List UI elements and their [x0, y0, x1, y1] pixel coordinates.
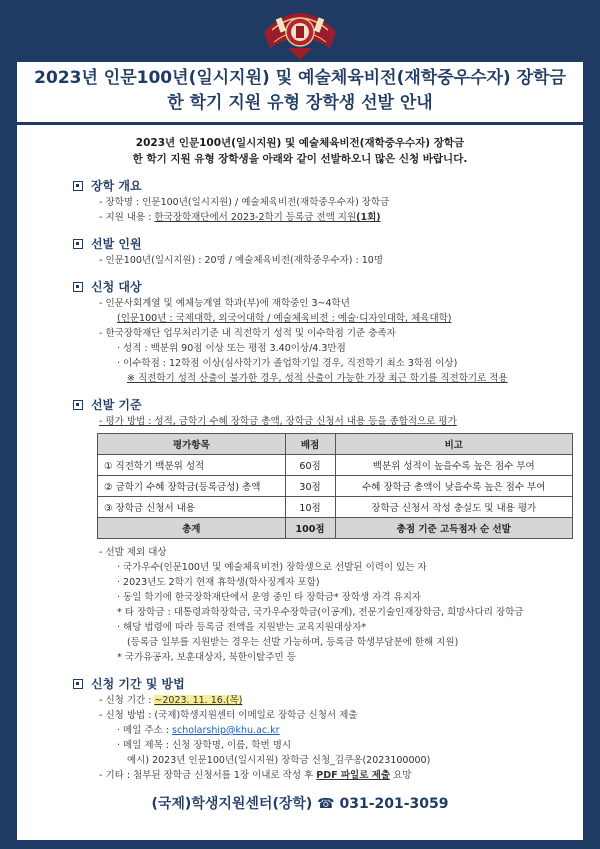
exclusion-item: · 2023년도 2학기 현재 휴학생(학사징계자 포함) [117, 577, 320, 588]
section-overview [73, 177, 583, 225]
quota-line: - 인문100년(일시지원) : 20명 / 예술체육비전(재학중우수자) : 10명 [99, 255, 384, 266]
email-address: · 메일 주소 : scholarship@khu.ac.kr [117, 725, 280, 736]
square-bullet-icon [73, 239, 83, 249]
table-total-row [98, 518, 573, 539]
other-notes: - 기타 : 첨부된 장학금 신청서를 1장 이내로 작성 후 PDF 파일로 제출 요망 [99, 770, 412, 781]
table-cell: ② 금학기 수혜 장학금(등록금성) 총액 [98, 476, 286, 497]
university-emblem-icon [258, 2, 342, 62]
section-title: 선발 인원 [91, 237, 142, 251]
table-row [98, 476, 573, 497]
table-cell: 총계 [98, 518, 286, 539]
section-title: 선발 기준 [91, 398, 142, 412]
intro-line-2: 한 학기 지원 유형 장학생을 아래와 같이 선발하오니 많은 신청 바랍니다. [132, 153, 468, 165]
table-cell: 백분위 성적이 높을수록 높은 점수 부여 [335, 455, 572, 476]
section-criteria [73, 396, 583, 665]
table-cell: 수혜 장학금 총액이 낮을수록 높은 점수 부여 [335, 476, 572, 497]
notice-document [17, 62, 583, 840]
section-quota [73, 235, 583, 268]
email-link[interactable]: scholarship@khu.ac.kr [172, 725, 280, 736]
table-header: 평가항목 [98, 434, 286, 455]
section-eligibility [73, 278, 583, 386]
exclusion-note: (등록금 일부를 지원받는 경우는 선발 가능하며, 등록금 학생부담분에 한해 지원) [127, 637, 459, 648]
section-application [73, 675, 583, 783]
application-period: - 신청 기간 : ~2023. 11. 16.(목) [99, 695, 243, 706]
square-bullet-icon [73, 282, 83, 292]
square-bullet-icon [73, 181, 83, 191]
title-line-1: 2023년 인문100년(일시지원) 및 예술체육비전(재학중우수자) 장학금 [34, 68, 566, 88]
table-cell: 100점 [285, 518, 335, 539]
email-example: 예시) 2023년 인문100년(일시지원) 장학금 신청_김쿠옹(2023100000) [127, 755, 431, 766]
exclusion-note: * 타 장학금 : 대통령과학장학금, 국가우수장학금(이공계), 전문기술인재장학금, 희망사다리 장학금 [117, 607, 524, 618]
section-title: 신청 대상 [91, 280, 142, 294]
table-cell: ③ 장학금 신청서 내용 [98, 497, 286, 518]
table-row [98, 455, 573, 476]
table-cell: ① 직전학기 백분위 성적 [98, 455, 286, 476]
intro-text [17, 135, 583, 167]
contact-info: (국제)학생지원센터(장학) ☎ 031-201-3059 [151, 796, 449, 812]
page-title [17, 66, 583, 116]
table-header-row [98, 434, 573, 455]
exclusion-item: · 동일 학기에 한국장학재단에서 운영 중인 타 장학금* 장학생 자격 유지자 [117, 592, 422, 603]
table-header: 비고 [335, 434, 572, 455]
criteria-table [97, 433, 573, 539]
exclusion-title: - 선발 제외 대상 [99, 547, 167, 558]
email-subject: · 메일 제목 : 신청 장학명, 이름, 학번 명시 [117, 740, 292, 751]
table-cell: 10점 [285, 497, 335, 518]
eligibility-note: ※ 직전학기 성적 산출이 불가한 경우, 성적 산출이 가능한 가장 최근 학기를 직전학기로 적용 [127, 373, 508, 384]
square-bullet-icon [73, 400, 83, 410]
title-line-2: 한 학기 지원 유형 장학생 선발 안내 [167, 93, 433, 113]
table-header: 배점 [285, 434, 335, 455]
support-content: - 지원 내용 : 한국장학재단에서 2023-2학기 등록금 전액 지원(1회) [99, 212, 381, 223]
exclusion-item: · 국가우수(인문100년 및 예술체육비전) 장학생으로 선발된 이력이 있는 자 [117, 562, 427, 573]
application-method: - 신청 방법 : (국제)학생지원센터 이메일로 장학금 신청서 제출 [99, 710, 358, 721]
eligibility-line: - 인문사회계열 및 예체능계열 학과(부)에 재학중인 3~4학년 [99, 298, 350, 309]
section-title: 신청 기간 및 방법 [91, 677, 185, 691]
table-cell: 총점 기준 고득점자 순 선발 [335, 518, 572, 539]
table-row [98, 497, 573, 518]
eligibility-line: · 이수학점 : 12학점 이상(심사학기가 졸업학기일 경우, 직전학기 최소 3학점 이상) [117, 358, 458, 369]
evaluation-method: - 평가 방법 : 성적, 금학기 수혜 장학금 총액, 장학금 신청서 내용 등을 종합적으로 평가 [99, 416, 457, 427]
exclusion-item: · 해당 법령에 따라 등록금 전액을 지원받는 교육지원대상자* [117, 622, 367, 633]
eligibility-line: - 한국장학재단 업무처리기준 내 직전학기 성적 및 이수학점 기준 충족자 [99, 328, 396, 339]
table-cell: 60점 [285, 455, 335, 476]
title-divider [17, 122, 583, 125]
table-cell: 30점 [285, 476, 335, 497]
eligibility-line: · 성적 : 백분위 90점 이상 또는 평점 3.40이상/4.3만점 [117, 343, 346, 354]
section-title: 장학 개요 [91, 179, 142, 193]
table-cell: 장학금 신청서 작성 충실도 및 내용 평가 [335, 497, 572, 518]
eligibility-line: (인문100년 : 국제대학, 외국어대학 / 예술체육비전 : 예술·디자인대학, 체육대학) [117, 313, 452, 324]
square-bullet-icon [73, 679, 83, 689]
intro-line-1: 2023년 인문100년(일시지원) 및 예술체육비전(재학중우수자) 장학금 [135, 137, 465, 149]
exclusion-note: * 국가유공자, 보훈대상자, 북한이탈주민 등 [117, 652, 296, 663]
scholarship-name: - 장학명 : 인문100년(일시지원) / 예술체육비전(재학중우수자) 장학금 [99, 197, 390, 208]
